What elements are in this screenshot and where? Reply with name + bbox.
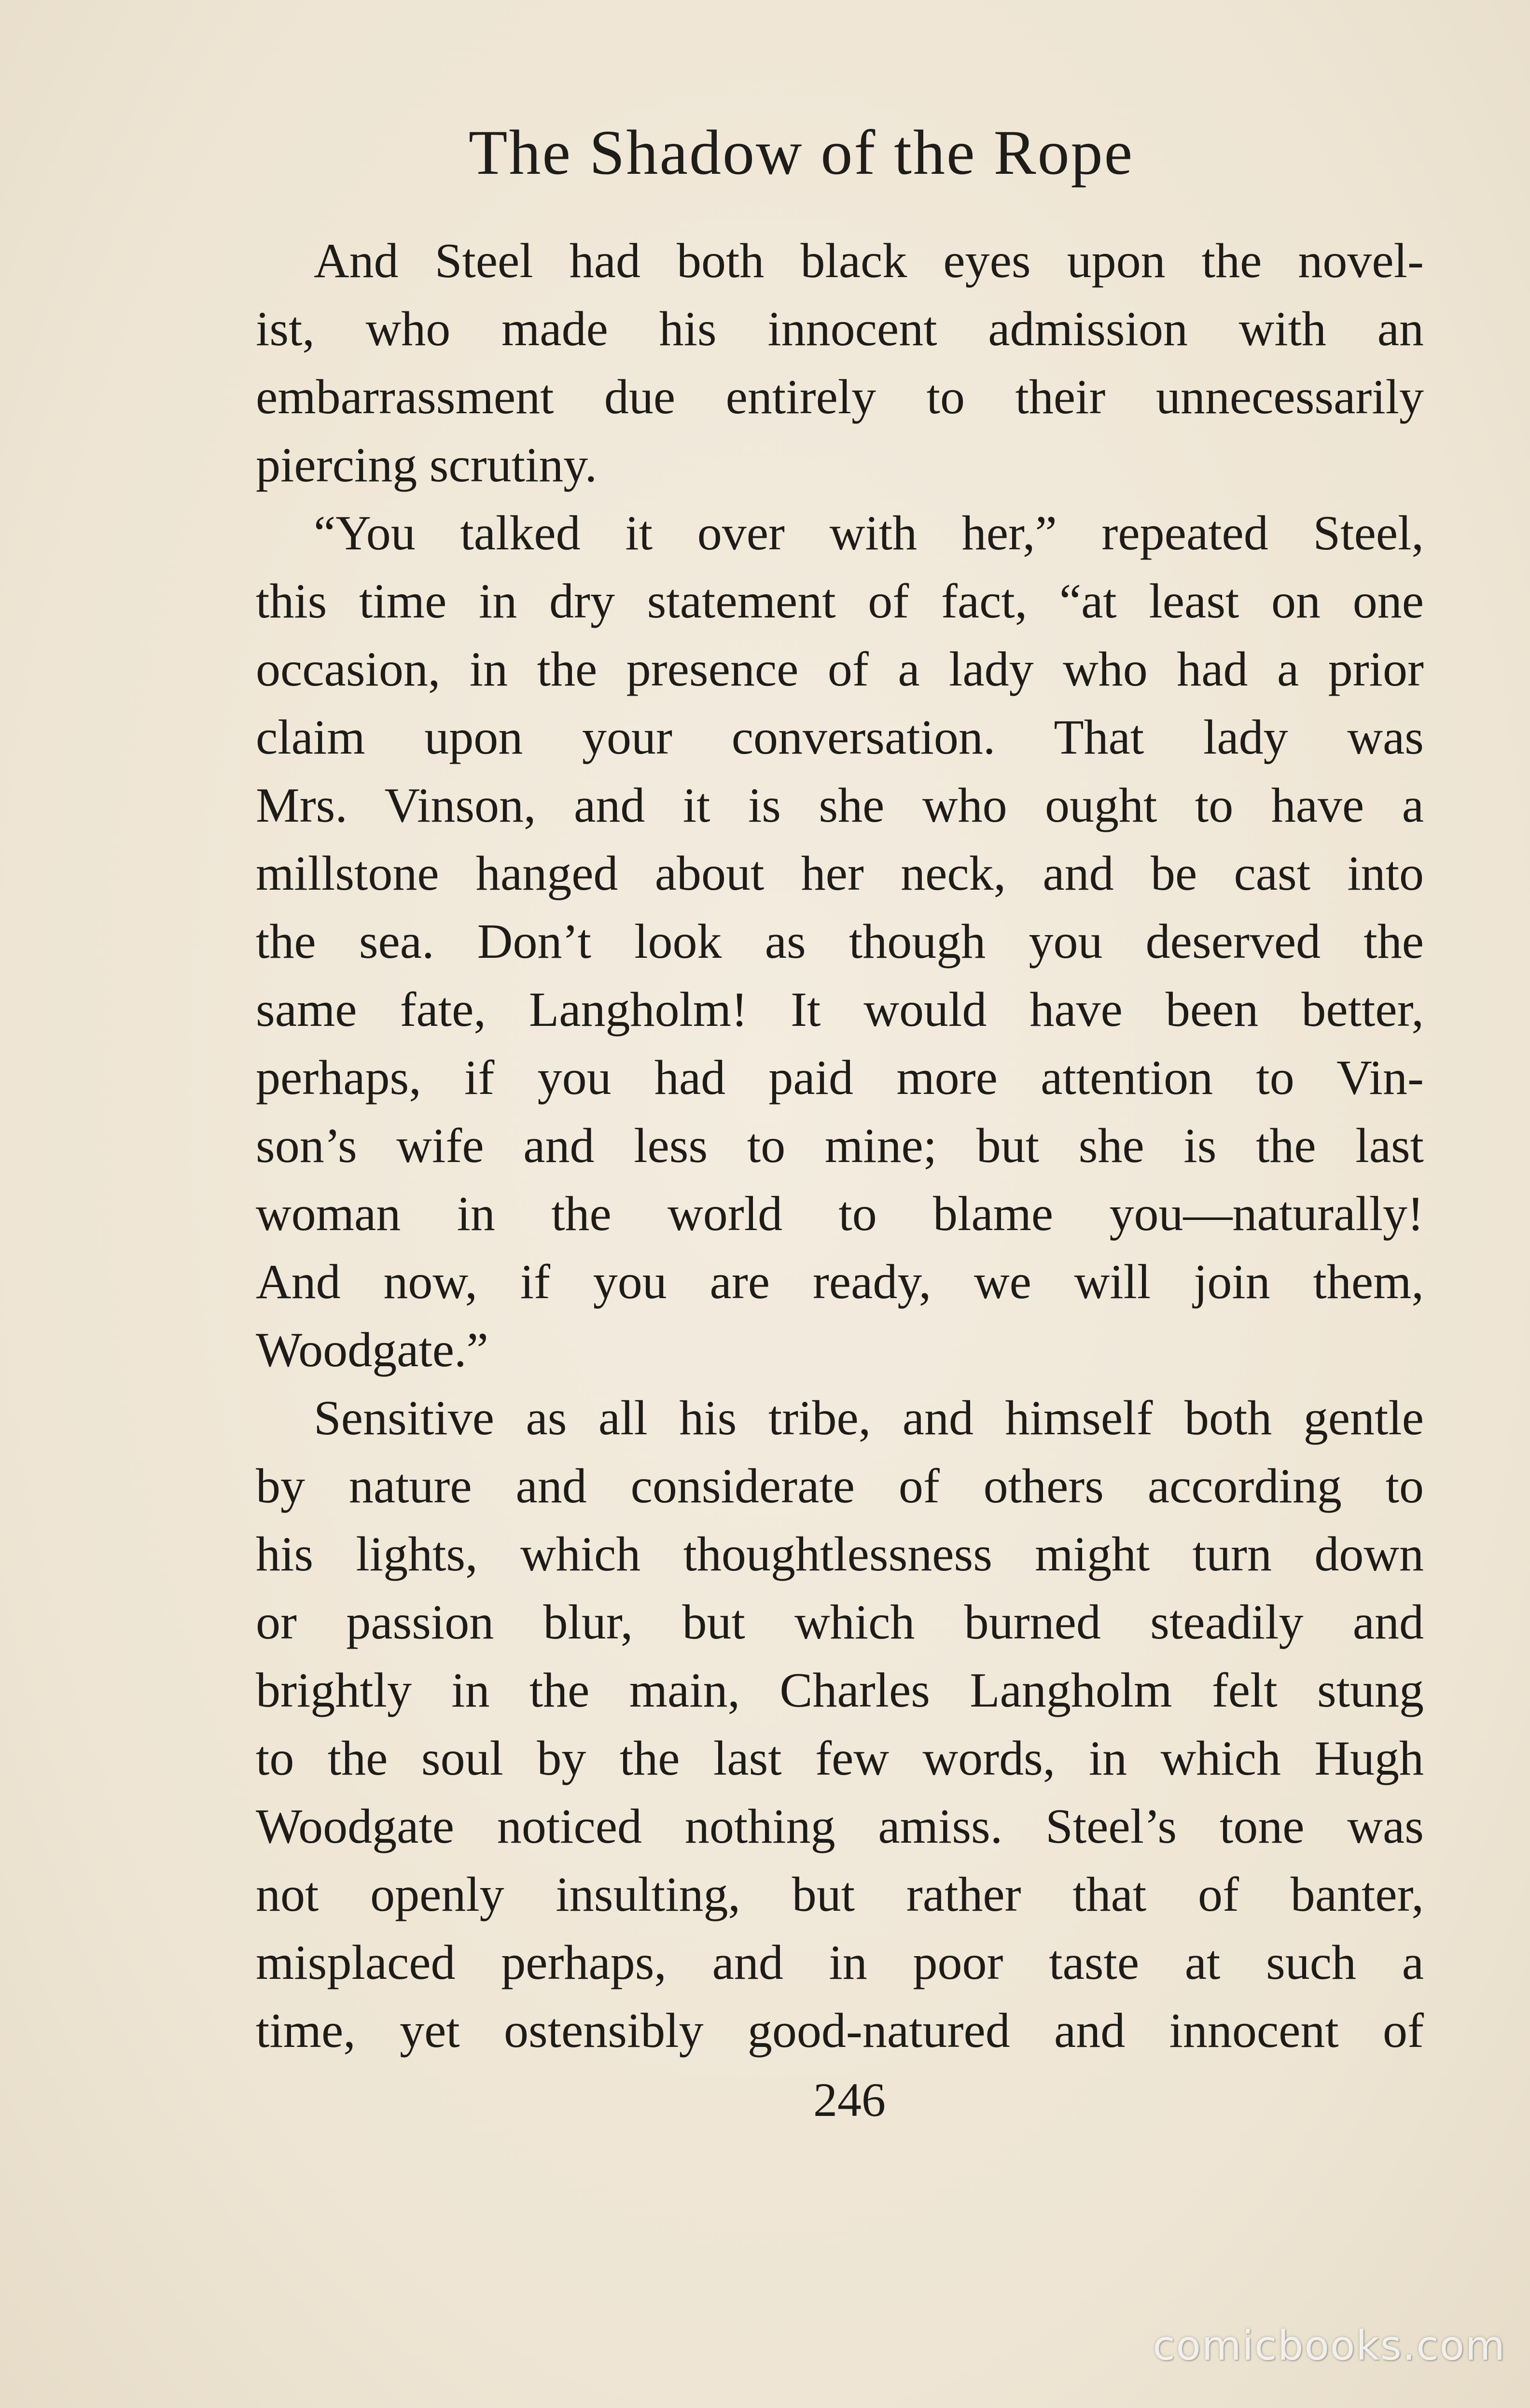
- page-number: 246: [813, 2073, 886, 2127]
- text-line: the sea. Don’t look as though you deserved the: [256, 914, 1424, 969]
- text-line: to the soul by the last few words, in which Hugh: [256, 1731, 1424, 1786]
- text-line: son’s wife and less to mine; but she is the last: [256, 1119, 1424, 1173]
- text-line: or passion blur, but which burned steadily and: [256, 1595, 1424, 1650]
- text-line: woman in the world to blame you—naturally!: [256, 1187, 1424, 1241]
- running-head: The Shadow of the Rope: [468, 117, 1134, 188]
- text-line: Woodgate noticed nothing amiss. Steel’s tone was: [256, 1799, 1424, 1854]
- paragraph: [256, 227, 1424, 499]
- text-line: by nature and considerate of others according to: [256, 1459, 1424, 1513]
- text-line: embarrassment due entirely to their unnecessarily: [256, 370, 1424, 424]
- text-line: misplaced perhaps, and in poor taste at such a: [256, 1935, 1424, 1990]
- text-line: same fate, Langholm! It would have been better,: [256, 982, 1424, 1037]
- text-line: claim upon your conversation. That lady was: [256, 710, 1424, 765]
- text-line: brightly in the main, Charles Langholm felt stung: [256, 1663, 1424, 1718]
- text-line: “You talked it over with her,” repeated Steel,: [314, 506, 1424, 560]
- watermark: comicbooks.com: [1153, 2322, 1506, 2369]
- text-line: occasion, in the presence of a lady who had a prior: [256, 642, 1424, 697]
- text-line: ist, who made his innocent admission with an: [256, 302, 1424, 356]
- text-line: Woodgate.”: [256, 1323, 488, 1377]
- paragraph: [256, 1384, 1424, 2065]
- text-line: this time in dry statement of fact, “at least on one: [256, 574, 1424, 629]
- paragraph: [256, 499, 1424, 1384]
- text-line: And Steel had both black eyes upon the novel-: [314, 234, 1424, 288]
- text-line: Mrs. Vinson, and it is she who ought to have a: [256, 778, 1424, 833]
- text-line: And now, if you are ready, we will join them,: [256, 1255, 1424, 1309]
- text-line: not openly insulting, but rather that of banter,: [256, 1867, 1424, 1922]
- text-line: millstone hanged about her neck, and be cast into: [256, 846, 1424, 901]
- text-line: time, yet ostensibly good-natured and innocent of: [256, 2003, 1424, 2058]
- body-text: [256, 227, 1424, 2065]
- text-line: piercing scrutiny.: [256, 438, 598, 492]
- text-line: his lights, which thoughtlessness might turn down: [256, 1527, 1424, 1582]
- text-line: perhaps, if you had paid more attention to Vin-: [256, 1050, 1424, 1105]
- text-line: Sensitive as all his tribe, and himself both gentle: [314, 1391, 1424, 1445]
